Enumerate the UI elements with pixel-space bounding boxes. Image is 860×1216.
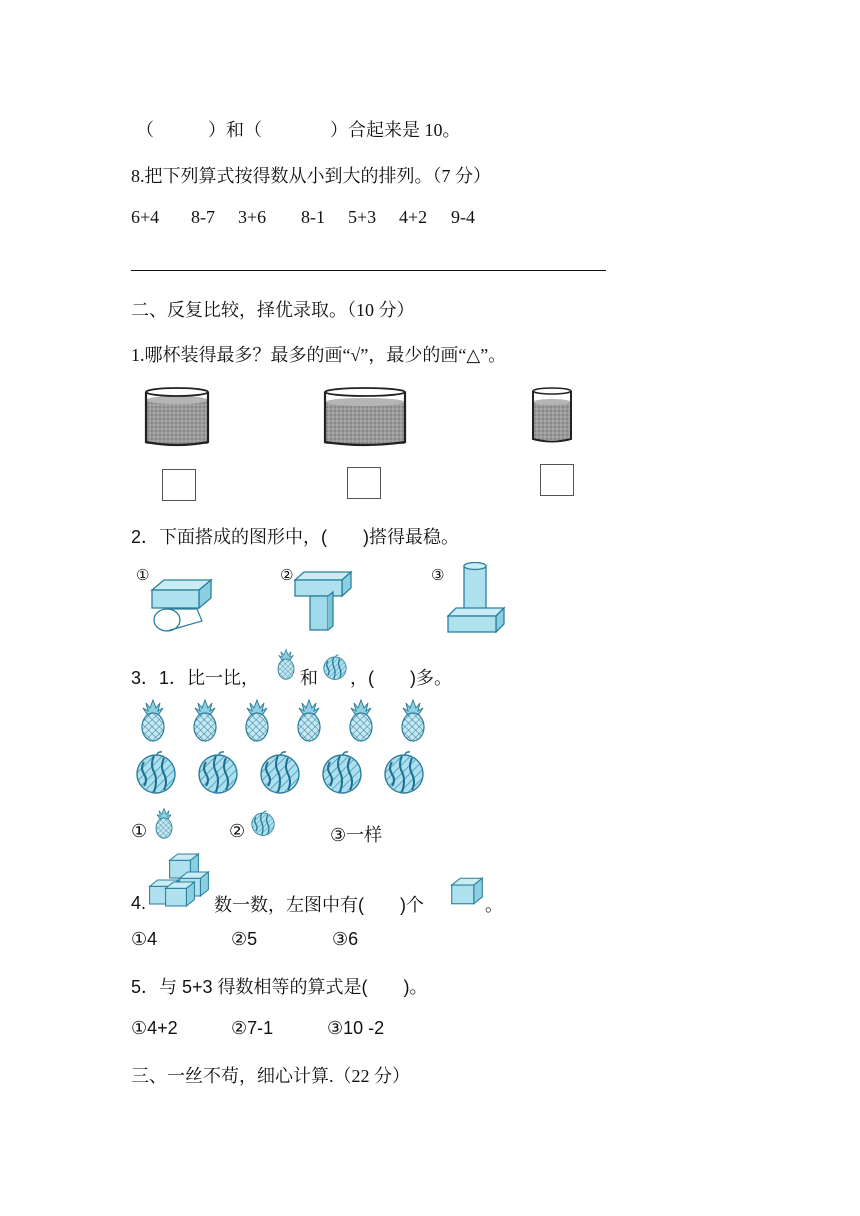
expression: 5+3: [348, 207, 377, 227]
q8-title: 8.把下列算式按得数从小到大的排列。（7 分）: [131, 166, 491, 186]
answer-line[interactable]: [131, 270, 606, 271]
cup-medium: [143, 386, 211, 448]
answer-box[interactable]: [347, 467, 381, 499]
pineapple-icon: [190, 698, 220, 742]
q2-text: 2．下面搭成的图形中，( )搭得最稳。: [131, 527, 459, 547]
q5-option-1[interactable]: ①4+2: [131, 1018, 178, 1038]
section3-title: 三、一丝不苟，细心计算.（22 分）: [131, 1066, 410, 1086]
expression: 8-1: [301, 207, 325, 227]
q7-open-paren: （: [136, 120, 154, 140]
pineapple-icon: [138, 698, 168, 742]
answer-box[interactable]: [540, 464, 574, 496]
watermelon-icon: [320, 750, 364, 794]
q4-option-2[interactable]: ②5: [231, 929, 258, 949]
watermelon-icon: [322, 654, 348, 680]
cube-icon: [450, 876, 484, 906]
pineapple-icon: [346, 698, 376, 742]
q4-option-3[interactable]: ③6: [332, 929, 359, 949]
q4-text: 数一数，左图中有( )个: [214, 895, 424, 915]
expression: 8-7: [191, 207, 215, 227]
section2-title: 二、反复比较，择优录取。（10 分）: [131, 300, 415, 320]
q4-prefix: 4.: [131, 893, 147, 913]
q7-close-and: ）和（: [208, 120, 262, 140]
watermelon-row: [134, 750, 434, 796]
expression: 9-4: [451, 207, 475, 227]
watermelon-icon: [250, 810, 276, 836]
q3-and: 和: [300, 668, 318, 688]
shape-cylinder-on-box: [446, 562, 506, 634]
watermelon-icon: [382, 750, 426, 794]
pineapple-icon: [275, 648, 297, 680]
q3-prefix: 3．1．比一比，: [131, 668, 260, 688]
q4-end: 。: [485, 895, 503, 915]
q7-close-tail: ）合起来是 10。: [330, 120, 461, 140]
q3-suffix: ，( )多。: [350, 668, 452, 688]
answer-box[interactable]: [162, 469, 196, 501]
cup-wide: [322, 386, 408, 448]
stacked-cubes-figure: [148, 852, 212, 910]
pineapple-icon: [153, 807, 175, 839]
q3-option-3[interactable]: ③一样: [330, 825, 383, 845]
pineapple-icon: [242, 698, 272, 742]
shape-box-on-cylinder: [150, 578, 214, 634]
expression: 3+6: [238, 207, 267, 227]
watermelon-icon: [196, 750, 240, 794]
option-label: ③: [431, 567, 445, 584]
q5-option-3[interactable]: ③10 -2: [327, 1018, 385, 1038]
q3-line: [131, 664, 259, 690]
pineapple-icon: [294, 698, 324, 742]
q4-option-1[interactable]: ①4: [131, 929, 158, 949]
cup-narrow: [530, 386, 574, 444]
expression: 6+4: [131, 207, 160, 227]
expression: 4+2: [399, 207, 428, 227]
pineapple-row: [138, 698, 438, 744]
q5-option-2[interactable]: ②7-1: [231, 1018, 274, 1038]
q5-text: 5．与 5+3 得数相等的算式是( )。: [131, 977, 428, 997]
q1-text: 1.哪杯装得最多？最多的画“√”，最少的画“△”。: [131, 345, 507, 365]
shape-t-block: [292, 570, 354, 632]
watermelon-icon: [258, 750, 302, 794]
q3-option-2[interactable]: ②: [229, 821, 246, 841]
q3-option-1[interactable]: ①: [131, 821, 148, 841]
watermelon-icon: [134, 750, 178, 794]
option-label: ①: [136, 567, 150, 584]
pineapple-icon: [398, 698, 428, 742]
option-label: ②: [280, 567, 294, 584]
